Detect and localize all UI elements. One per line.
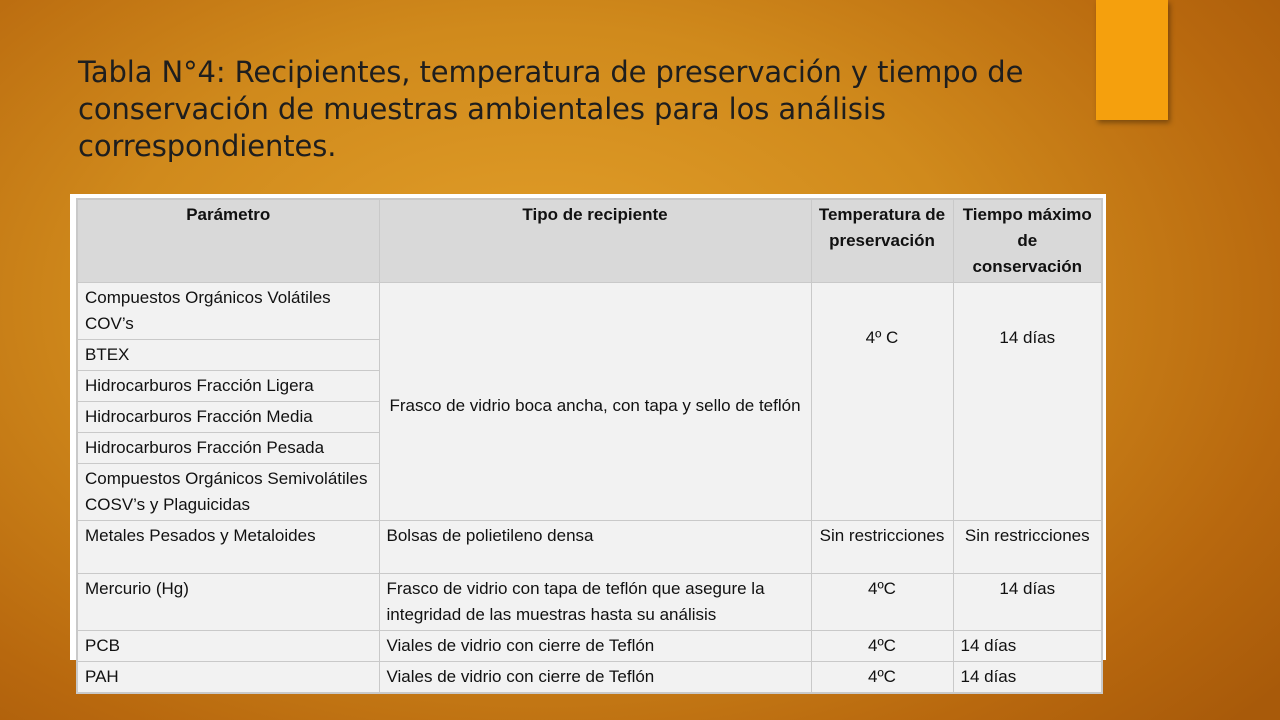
- table-cell-parametro: Metales Pesados y Metaloides: [77, 521, 379, 574]
- accent-bar: [1096, 0, 1168, 120]
- table-cell-tiempo: 14 días: [953, 574, 1102, 631]
- table-cell-parametro: BTEX: [77, 340, 379, 371]
- table-cell-parametro: Mercurio (Hg): [77, 574, 379, 631]
- table-cell-temperatura-group: 4º C: [811, 283, 953, 521]
- table-cell-parametro: Compuestos Orgánicos Semivolátiles COSV’s y Plaguicidas: [77, 464, 379, 521]
- table-cell-temperatura: 4ºC: [811, 574, 953, 631]
- table-cell-parametro: PCB: [77, 631, 379, 662]
- header-parametro: Parámetro: [77, 199, 379, 283]
- table-cell-tiempo: 14 días: [953, 631, 1102, 662]
- table-cell-tipo: Bolsas de polietileno densa: [379, 521, 811, 574]
- table-cell-parametro: Hidrocarburos Fracción Pesada: [77, 433, 379, 464]
- table-cell-parametro: Hidrocarburos Fracción Media: [77, 402, 379, 433]
- header-tipo: Tipo de recipiente: [379, 199, 811, 283]
- table-cell-parametro: Hidrocarburos Fracción Ligera: [77, 371, 379, 402]
- table-cell-temperatura: Sin restricciones: [811, 521, 953, 574]
- table-cell-tipo: Viales de vidrio con cierre de Teflón: [379, 631, 811, 662]
- table-cell-temperatura: 4ºC: [811, 631, 953, 662]
- table-container: [70, 194, 1106, 686]
- slide-title: Tabla N°4: Recipientes, temperatura de preservación y tiempo de conservación de muestras ambientales para los análisis correspondientes.: [78, 55, 1024, 163]
- preservation-table: [76, 198, 1103, 694]
- table-cell-tipo: Frasco de vidrio con tapa de teflón que asegure la integridad de las muestras hasta su análisis: [379, 574, 811, 631]
- table-cell-parametro: Compuestos Orgánicos Volátiles COV’s: [77, 283, 379, 340]
- header-tiempo: Tiempo máximo de conservación: [953, 199, 1102, 283]
- table-cell-parametro: PAH: [77, 662, 379, 694]
- table-cell-temperatura: 4ºC: [811, 662, 953, 694]
- table-cell-tiempo-group: 14 días: [953, 283, 1102, 521]
- table-cell-tiempo: Sin restricciones: [953, 521, 1102, 574]
- table-cell-tiempo: 14 días: [953, 662, 1102, 694]
- header-temperatura: Temperatura de preservación: [811, 199, 953, 283]
- table-cell-tipo: Viales de vidrio con cierre de Teflón: [379, 662, 811, 694]
- table-cell-tipo-group: Frasco de vidrio boca ancha, con tapa y sello de teflón: [379, 283, 811, 521]
